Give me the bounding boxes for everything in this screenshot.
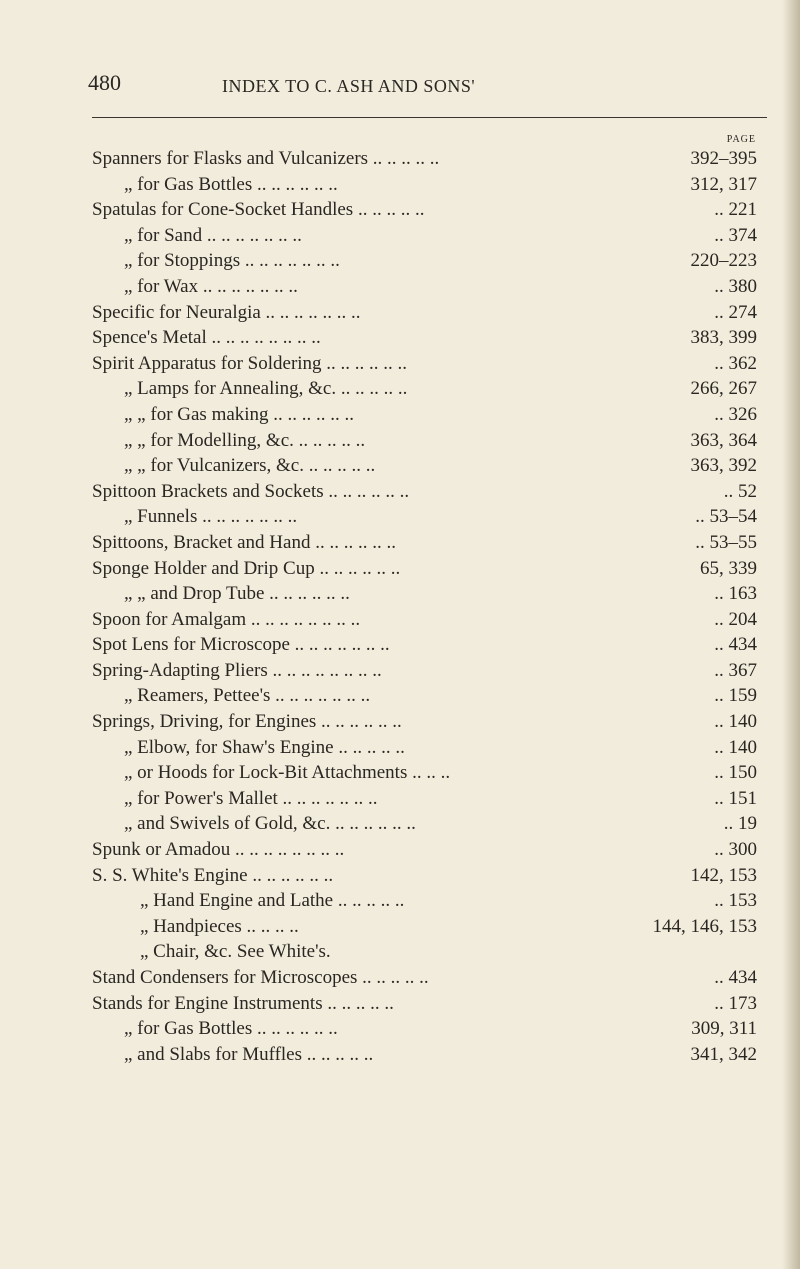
- entry-pages: 363, 392: [690, 455, 757, 477]
- page-header: [0, 70, 800, 110]
- entry-label: Spot Lens for Microscope .. .. .. .. .. .. ..: [92, 634, 390, 656]
- entry-label: „ for Stoppings .. .. .. .. .. .. ..: [124, 250, 340, 272]
- entry-pages: .. 159: [714, 685, 757, 707]
- entry-pages: .. 300: [714, 839, 757, 861]
- entry-label: „ and Slabs for Muffles .. .. .. .. ..: [124, 1043, 374, 1065]
- page-column-heading: PAGE: [726, 134, 756, 145]
- entry-label: „ for Gas Bottles .. .. .. .. .. ..: [124, 1018, 338, 1040]
- index-entry: [0, 197, 800, 223]
- index-entry: [0, 658, 800, 684]
- entry-label: Spring-Adapting Pliers .. .. .. .. .. .. .. ..: [92, 659, 382, 681]
- entry-pages: .. 374: [714, 224, 757, 246]
- index-entry: [0, 530, 800, 556]
- entry-label: Spirit Apparatus for Soldering .. .. .. .. .. ..: [92, 352, 408, 374]
- entry-label: „ Funnels .. .. .. .. .. .. ..: [124, 506, 298, 528]
- entry-pages: .. 204: [714, 608, 757, 630]
- entry-label: „ or Hoods for Lock-Bit Attachments .. .. ..: [124, 762, 451, 784]
- page-number: 480: [88, 70, 121, 95]
- index-entry: [0, 1016, 800, 1042]
- entry-label: „ „ and Drop Tube .. .. .. .. .. ..: [124, 583, 350, 605]
- entry-pages: .. 140: [714, 736, 757, 758]
- entry-label: „ for Sand .. .. .. .. .. .. ..: [124, 224, 302, 246]
- entry-label: Springs, Driving, for Engines .. .. .. .. .. ..: [92, 711, 402, 733]
- entry-pages: .. 150: [714, 762, 757, 784]
- entry-pages: 144, 146, 153: [652, 915, 757, 937]
- entry-pages: .. 380: [714, 275, 757, 297]
- entry-pages: .. 326: [714, 403, 757, 425]
- entry-label: Specific for Neuralgia .. .. .. .. .. .. ..: [92, 301, 361, 323]
- index-entry: [0, 863, 800, 889]
- index-entry: [0, 991, 800, 1017]
- entry-pages: 266, 267: [690, 378, 757, 400]
- entry-label: Stands for Engine Instruments .. .. .. .. ..: [92, 992, 394, 1014]
- entry-label: „ Reamers, Pettee's .. .. .. .. .. .. ..: [124, 685, 371, 707]
- entry-label: „ Chair, &c. See White's.: [140, 941, 331, 963]
- index-entry: [0, 325, 800, 351]
- entry-label: „ „ for Gas making .. .. .. .. .. ..: [124, 403, 355, 425]
- entry-label: Stand Condensers for Microscopes .. .. .. .. ..: [92, 967, 429, 988]
- entry-pages: 309, 311: [691, 1018, 757, 1040]
- index-entry: [0, 504, 800, 530]
- entry-pages: .. 367: [714, 659, 757, 681]
- index-entry: [0, 223, 800, 249]
- entry-pages: .. 52: [723, 480, 757, 502]
- entry-label: „ and Swivels of Gold, &c. .. .. .. .. .. ..: [124, 813, 416, 835]
- index-entry: [0, 811, 800, 837]
- entry-pages: .. 53–55: [695, 531, 757, 553]
- index-entry: [0, 274, 800, 300]
- index-entries: [0, 146, 800, 1067]
- index-entry: [0, 402, 800, 428]
- running-title: INDEX TO C. ASH AND SONS': [222, 76, 476, 96]
- entry-label: „ Lamps for Annealing, &c. .. .. .. .. ..: [124, 378, 408, 400]
- index-entry: [0, 479, 800, 505]
- entry-label: S. S. White's Engine .. .. .. .. .. ..: [92, 864, 334, 886]
- entry-pages: 220–223: [690, 250, 757, 272]
- index-entry: [0, 837, 800, 863]
- entry-label: „ „ for Modelling, &c. .. .. .. .. ..: [124, 429, 366, 451]
- entry-label: „ for Wax .. .. .. .. .. .. ..: [124, 275, 298, 297]
- entry-pages: .. 140: [714, 711, 757, 733]
- entry-label: Spanners for Flasks and Vulcanizers .. .. .. .. ..: [92, 148, 440, 169]
- entry-pages: 341, 342: [690, 1043, 757, 1065]
- index-entry: [0, 172, 800, 198]
- index-entry: [0, 351, 800, 377]
- index-entry: [0, 632, 800, 658]
- index-entry: [0, 581, 800, 607]
- header-rule: [92, 117, 767, 118]
- index-entry: [0, 965, 800, 991]
- index-entry: [0, 453, 800, 479]
- entry-pages: 312, 317: [690, 173, 757, 195]
- entry-pages: .. 151: [714, 787, 757, 809]
- entry-pages: 142, 153: [690, 864, 757, 886]
- index-entry: [0, 709, 800, 735]
- entry-label: Spittoons, Bracket and Hand .. .. .. .. .. ..: [92, 531, 396, 553]
- index-entry: [0, 735, 800, 761]
- index-entry: [0, 914, 800, 940]
- index-entry: [0, 760, 800, 786]
- entry-pages: .. 19: [723, 813, 757, 835]
- entry-pages: .. 434: [714, 634, 757, 656]
- index-entry: [0, 888, 800, 914]
- index-entry: [0, 683, 800, 709]
- entry-label: „ „ for Vulcanizers, &c. .. .. .. .. ..: [124, 455, 376, 477]
- entry-pages: .. 53–54: [695, 506, 757, 528]
- entry-pages: 65, 339: [700, 557, 757, 579]
- index-entry: [0, 607, 800, 633]
- entry-label: „ Elbow, for Shaw's Engine .. .. .. .. ..: [124, 736, 405, 758]
- entry-label: Sponge Holder and Drip Cup .. .. .. .. .. ..: [92, 557, 401, 579]
- index-entry: [0, 146, 800, 172]
- entry-label: Spatulas for Cone-Socket Handles .. .. .. .. ..: [92, 199, 425, 221]
- entry-pages: .. 163: [714, 583, 757, 605]
- index-entry: [0, 786, 800, 812]
- entry-pages: .. 153: [714, 890, 757, 912]
- index-entry: [0, 300, 800, 326]
- entry-label: „ Hand Engine and Lathe .. .. .. .. ..: [140, 890, 405, 912]
- index-entry: [0, 376, 800, 402]
- entry-pages: .. 274: [714, 301, 757, 323]
- entry-pages: .. 434: [714, 967, 757, 988]
- index-entry: [0, 248, 800, 274]
- entry-label: „ for Gas Bottles .. .. .. .. .. ..: [124, 173, 338, 195]
- entry-pages: .. 173: [714, 992, 757, 1014]
- entry-label: „ Handpieces .. .. .. ..: [140, 915, 299, 937]
- entry-label: Spoon for Amalgam .. .. .. .. .. .. .. ..: [92, 608, 361, 630]
- index-entry: [0, 939, 800, 965]
- entry-label: Spence's Metal .. .. .. .. .. .. .. ..: [92, 327, 321, 349]
- entry-label: „ for Power's Mallet .. .. .. .. .. .. ..: [124, 787, 378, 809]
- index-entry: [0, 428, 800, 454]
- entry-pages: 392–395: [690, 148, 757, 169]
- entry-label: Spunk or Amadou .. .. .. .. .. .. .. ..: [92, 839, 345, 861]
- entry-pages: 383, 399: [690, 327, 757, 349]
- entry-pages: .. 221: [714, 199, 757, 221]
- entry-pages: .. 362: [714, 352, 757, 374]
- entry-label: Spittoon Brackets and Sockets .. .. .. .. .. ..: [92, 480, 410, 502]
- entry-pages: 363, 364: [690, 429, 757, 451]
- index-entry: [0, 1042, 800, 1068]
- index-entry: [0, 556, 800, 582]
